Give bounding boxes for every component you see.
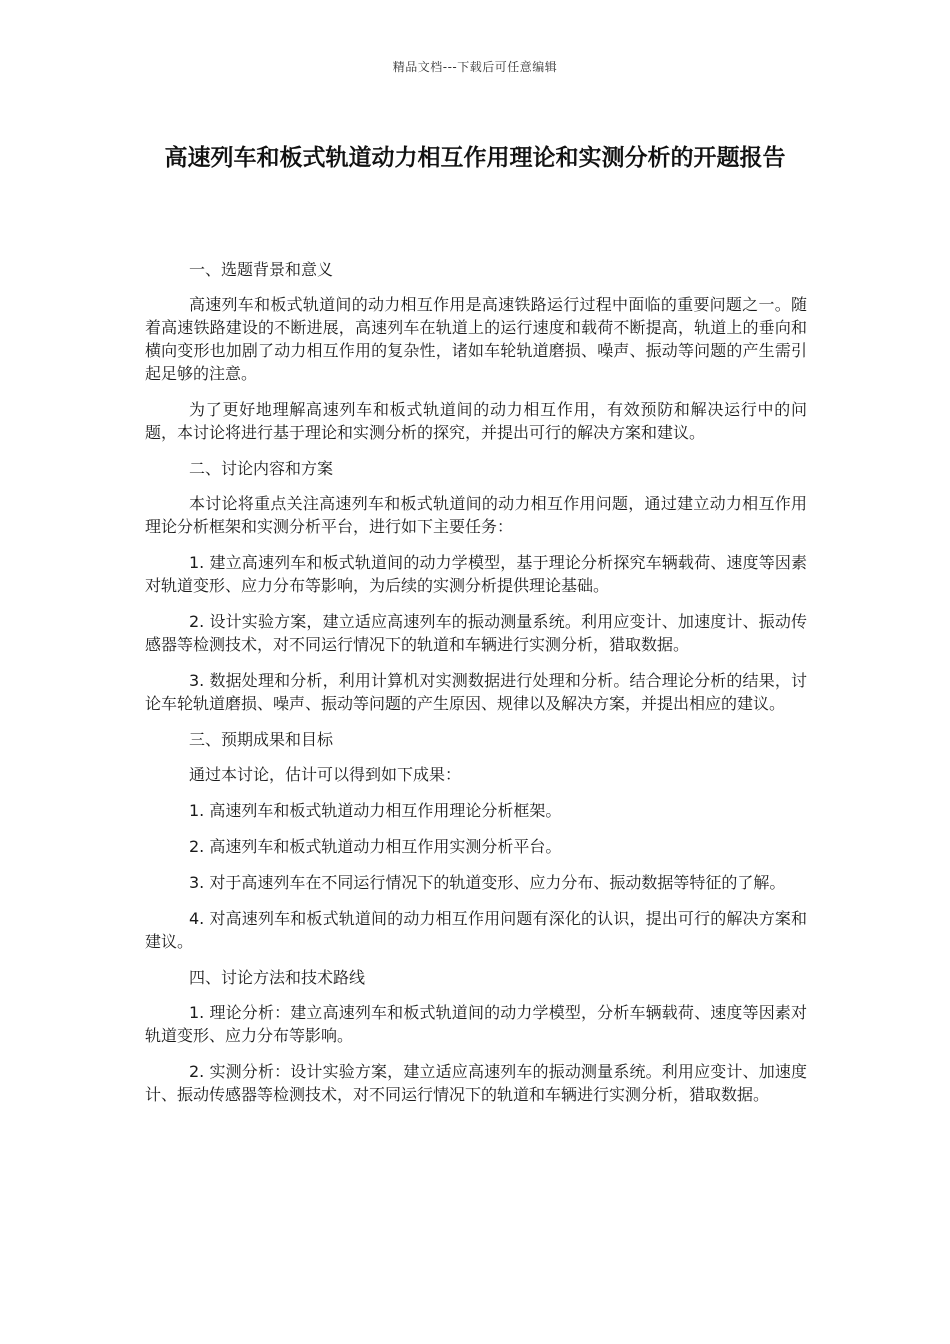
paragraph: 通过本讨论，估计可以得到如下成果： [189, 765, 462, 784]
list-item: 2. 高速列车和板式轨道动力相互作用实测分析平台。 [189, 837, 562, 856]
paragraph: 为了更好地理解高速列车和板式轨道间的动力相互作用，有效预防和解决运行中的问题，本讨论将进行基于理论和实测分析的探究，并提出可行的解决方案和建议。 [145, 400, 807, 442]
document-title: 高速列车和板式轨道动力相互作用理论和实测分析的开题报告 [164, 145, 786, 171]
list-item: 2. 实测分析：设计实验方案，建立适应高速列车的振动测量系统。利用应变计、加速度计、振动传感器等检测技术，对不同运行情况下的轨道和车辆进行实测分析，猎取数据。 [145, 1062, 807, 1104]
header-note: 精品文档---下载后可任意编辑 [392, 60, 558, 74]
document-body [145, 258, 807, 1119]
section-heading-outcomes: 三、预期成果和目标 [189, 730, 334, 749]
list-item: 1. 建立高速列车和板式轨道间的动力学模型，基于理论分析探究车辆载荷、速度等因素对轨道变形、应力分布等影响，为后续的实测分析提供理论基础。 [145, 553, 807, 595]
list-item: 3. 数据处理和分析，利用计算机对实测数据进行处理和分析。结合理论分析的结果，讨论车轮轨道磨损、噪声、振动等问题的产生原因、规律以及解决方案，并提出相应的建议。 [145, 671, 807, 713]
list-item: 1. 高速列车和板式轨道动力相互作用理论分析框架。 [189, 801, 562, 820]
list-item: 4. 对高速列车和板式轨道间的动力相互作用问题有深化的认识，提出可行的解决方案和建议。 [145, 909, 807, 951]
list-item: 2. 设计实验方案，建立适应高速列车的振动测量系统。利用应变计、加速度计、振动传感器等检测技术，对不同运行情况下的轨道和车辆进行实测分析，猎取数据。 [145, 612, 807, 654]
section-heading-background: 一、选题背景和意义 [189, 260, 334, 279]
section-heading-content: 二、讨论内容和方案 [189, 459, 334, 478]
paragraph: 本讨论将重点关注高速列车和板式轨道间的动力相互作用问题，通过建立动力相互作用理论分析框架和实测分析平台，进行如下主要任务： [145, 494, 807, 536]
list-item: 1. 理论分析：建立高速列车和板式轨道间的动力学模型，分析车辆载荷、速度等因素对轨道变形、应力分布等影响。 [145, 1003, 807, 1045]
section-heading-methods: 四、讨论方法和技术路线 [189, 968, 366, 987]
list-item: 3. 对于高速列车在不同运行情况下的轨道变形、应力分布、振动数据等特征的了解。 [189, 873, 786, 892]
paragraph: 高速列车和板式轨道间的动力相互作用是高速铁路运行过程中面临的重要问题之一。随着高速铁路建设的不断进展，高速列车在轨道上的运行速度和载荷不断提高，轨道上的垂向和横向变形也加剧了动力相互作用的复杂性，诸如车轮轨道磨损、噪声、振动等问题的产生需引起足够的注意。 [145, 295, 807, 383]
